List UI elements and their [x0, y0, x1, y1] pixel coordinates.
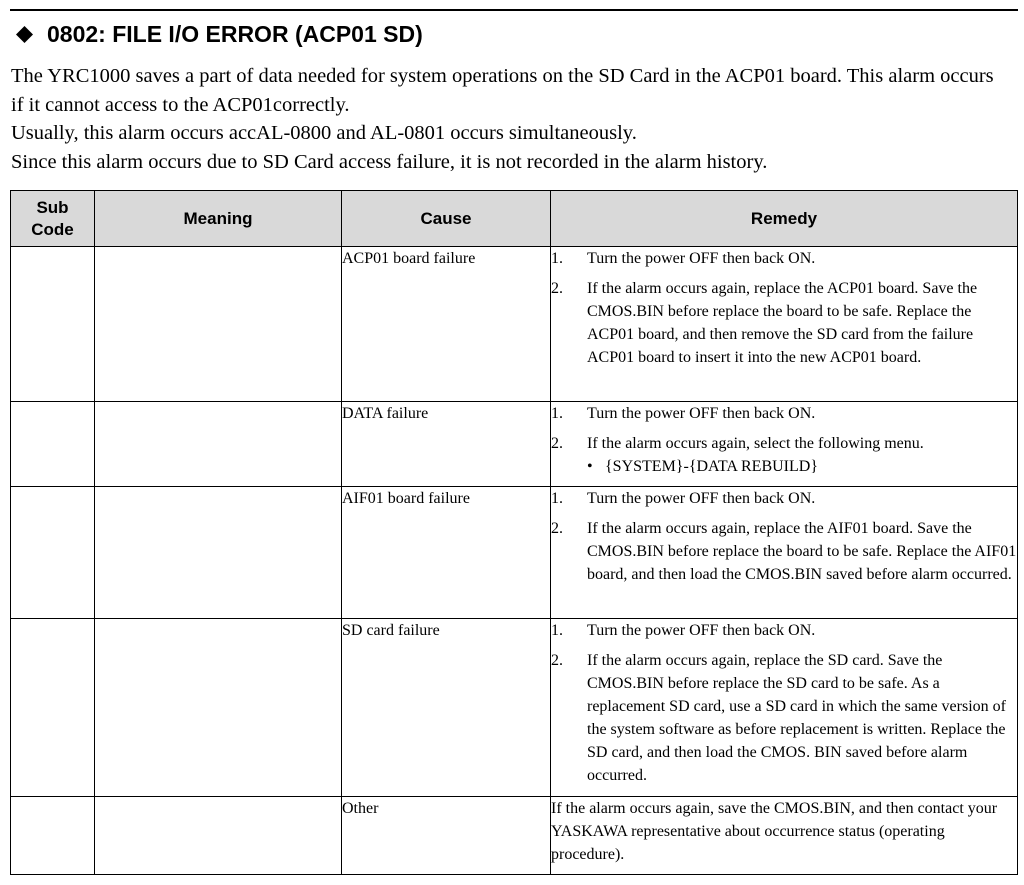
step-text: If the alarm occurs again, replace the SD card. Save the CMOS.BIN before replace the SD card to be safe. As a replacement SD card, use a SD card in which the same version of the system software as before replacement is written. Replace the SD card, and then load the CMOS. BIN saved before alarm occurred. [587, 652, 1006, 784]
remedy-cell [551, 487, 1018, 619]
cause-cell: ACP01 board failure [342, 247, 551, 402]
header-sub-code [11, 191, 95, 247]
remedy-step [551, 247, 1017, 270]
menu-path-bullet [587, 455, 1017, 478]
step-content [587, 432, 1017, 478]
section-title [10, 18, 423, 50]
header-cause: Cause [342, 191, 551, 247]
remedy-step [551, 432, 1017, 478]
meaning-cell [95, 487, 342, 619]
sub-code-cell [11, 247, 95, 402]
menu-path-text: {SYSTEM}-{DATA REBUILD} [605, 458, 818, 475]
header-remedy: Remedy [551, 191, 1018, 247]
step-number: 2. [551, 280, 563, 297]
remedy-cell [551, 402, 1018, 487]
step-text: If the alarm occurs again, replace the AIF01 board. Save the CMOS.BIN before replace the board to be safe. Replace the AIF01 board, and then load the CMOS.BIN saved before alarm occurred. [587, 520, 1017, 583]
step-text: Turn the power OFF then back ON. [587, 622, 816, 639]
meaning-cell [95, 247, 342, 402]
remedy-step [551, 517, 1017, 586]
cause-cell: DATA failure [342, 402, 551, 487]
remedy-cell [551, 619, 1018, 797]
intro-paragraph: Since this alarm occurs due to SD Card access failure, it is not recorded in the alarm history. [11, 150, 768, 173]
remedy-step [551, 402, 1017, 425]
step-number: 1. [551, 405, 563, 422]
step-number: 1. [551, 250, 563, 267]
meaning-cell [95, 402, 342, 487]
step-text: Turn the power OFF then back ON. [587, 490, 816, 507]
alarm-table [10, 190, 1018, 875]
bullet-mark: • [587, 458, 593, 475]
remedy-step [551, 649, 1017, 787]
sub-code-cell [11, 797, 95, 875]
table-row [11, 402, 1018, 487]
header-sub-code-line1: Sub [36, 197, 69, 217]
header-meaning: Meaning [95, 191, 342, 247]
step-text: If the alarm occurs again, replace the ACP01 board. Save the CMOS.BIN before replace the board to be safe. Replace the ACP01 board, and then remove the SD card from the failure ACP01 board to insert it into the new ACP01 board. [587, 280, 978, 366]
meaning-cell [95, 619, 342, 797]
intro-paragraph: The YRC1000 saves a part of data needed for system operations on the SD Card in the ACP01 board. This alarm occurs if it cannot access to the ACP01correctly. [11, 65, 994, 116]
table-row [11, 487, 1018, 619]
remedy-step [551, 487, 1017, 510]
cause-cell: Other [342, 797, 551, 875]
table-row [11, 247, 1018, 402]
remedy-cell [551, 247, 1018, 402]
step-number: 2. [551, 520, 563, 537]
cause-cell: SD card failure [342, 619, 551, 797]
sub-code-cell [11, 487, 95, 619]
intro-text [11, 62, 1011, 176]
step-text: Turn the power OFF then back ON. [587, 250, 816, 267]
step-number: 1. [551, 490, 563, 507]
cause-cell: AIF01 board failure [342, 487, 551, 619]
section-title-text: 0802: FILE I/O ERROR (ACP01 SD) [47, 20, 423, 47]
table-header-row [11, 191, 1018, 247]
table-row [11, 619, 1018, 797]
meaning-cell [95, 797, 342, 875]
remedy-step [551, 619, 1017, 642]
diamond-bullet-icon [16, 26, 33, 43]
step-text: Turn the power OFF then back ON. [587, 405, 816, 422]
sub-code-cell [11, 619, 95, 797]
step-number: 2. [551, 652, 563, 669]
intro-paragraph: Usually, this alarm occurs accAL-0800 and AL-0801 occurs simultaneously. [11, 122, 637, 144]
sub-code-cell [11, 402, 95, 487]
step-number: 2. [551, 435, 563, 452]
table-row [11, 797, 1018, 875]
remedy-cell: If the alarm occurs again, save the CMOS.BIN, and then contact your YASKAWA representative about occurrence status (operating procedure). [551, 797, 1018, 875]
step-number: 1. [551, 622, 563, 639]
remedy-step [551, 277, 1017, 369]
top-rule [10, 9, 1018, 11]
header-sub-code-line2: Code [31, 219, 74, 239]
step-text: If the alarm occurs again, select the following menu. [587, 435, 924, 452]
